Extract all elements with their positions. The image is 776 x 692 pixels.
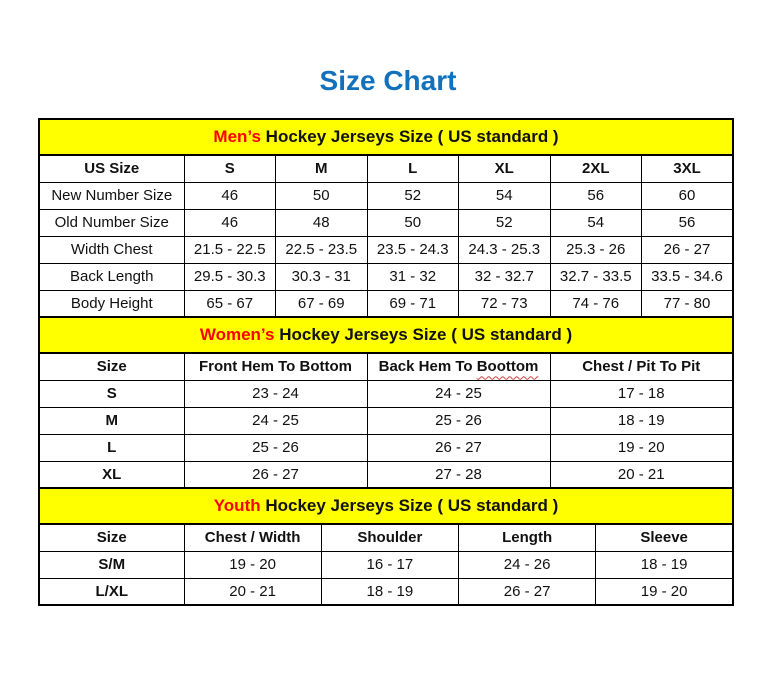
column-header-cell: Size bbox=[39, 353, 184, 380]
mens-section bbox=[38, 118, 734, 318]
value-cell: 74 - 76 bbox=[550, 290, 642, 317]
value-cell: 24 - 25 bbox=[184, 407, 367, 434]
table-row bbox=[39, 461, 733, 488]
row-label-cell: New Number Size bbox=[39, 182, 184, 209]
row-label-cell: M bbox=[39, 407, 184, 434]
value-cell: 50 bbox=[367, 209, 459, 236]
value-cell: 23 - 24 bbox=[184, 380, 367, 407]
column-header-cell: 3XL bbox=[642, 155, 734, 182]
column-header-cell: Chest / Width bbox=[184, 524, 321, 551]
value-cell: 48 bbox=[276, 209, 368, 236]
value-cell: 19 - 20 bbox=[184, 551, 321, 578]
value-cell: 65 - 67 bbox=[184, 290, 276, 317]
page-title: Size Chart bbox=[319, 65, 457, 96]
youth-header-rest: Hockey Jerseys Size ( US standard ) bbox=[260, 496, 559, 515]
table-row bbox=[39, 263, 733, 290]
value-cell: 24.3 - 25.3 bbox=[459, 236, 551, 263]
value-cell: 31 - 32 bbox=[367, 263, 459, 290]
value-cell: 21.5 - 22.5 bbox=[184, 236, 276, 263]
row-label-cell: S/M bbox=[39, 551, 184, 578]
column-header-cell: US Size bbox=[39, 155, 184, 182]
youth-section bbox=[38, 487, 734, 606]
value-cell: 32.7 - 33.5 bbox=[550, 263, 642, 290]
value-cell: 77 - 80 bbox=[642, 290, 734, 317]
value-cell: 29.5 - 30.3 bbox=[184, 263, 276, 290]
table-row bbox=[39, 236, 733, 263]
value-cell: 19 - 20 bbox=[596, 578, 733, 605]
column-header-cell: Back Hem To Boottom bbox=[367, 353, 550, 380]
youth-size-table bbox=[38, 523, 734, 606]
womens-header-rest: Hockey Jerseys Size ( US standard ) bbox=[274, 325, 573, 344]
mens-header-rest: Hockey Jerseys Size ( US standard ) bbox=[260, 127, 559, 146]
column-header-cell: Sleeve bbox=[596, 524, 733, 551]
value-cell: 26 - 27 bbox=[642, 236, 734, 263]
value-cell: 25 - 26 bbox=[184, 434, 367, 461]
column-header-cell: L bbox=[367, 155, 459, 182]
column-header-cell: XL bbox=[459, 155, 551, 182]
value-cell: 22.5 - 23.5 bbox=[276, 236, 368, 263]
value-cell: 56 bbox=[642, 209, 734, 236]
value-cell: 19 - 20 bbox=[550, 434, 733, 461]
value-cell: 72 - 73 bbox=[459, 290, 551, 317]
youth-header-highlight: Youth bbox=[213, 496, 261, 515]
youth-section-header bbox=[38, 487, 734, 525]
value-cell: 26 - 27 bbox=[184, 461, 367, 488]
value-cell: 25.3 - 26 bbox=[550, 236, 642, 263]
value-cell: 60 bbox=[642, 182, 734, 209]
value-cell: 52 bbox=[459, 209, 551, 236]
column-header-row bbox=[39, 155, 733, 182]
column-header-cell: M bbox=[276, 155, 368, 182]
value-cell: 46 bbox=[184, 209, 276, 236]
column-header-cell: Size bbox=[39, 524, 184, 551]
value-cell: 17 - 18 bbox=[550, 380, 733, 407]
table-row bbox=[39, 434, 733, 461]
row-label-cell: Body Height bbox=[39, 290, 184, 317]
value-cell: 50 bbox=[276, 182, 368, 209]
value-cell: 23.5 - 24.3 bbox=[367, 236, 459, 263]
value-cell: 27 - 28 bbox=[367, 461, 550, 488]
value-cell: 20 - 21 bbox=[184, 578, 321, 605]
value-cell: 26 - 27 bbox=[367, 434, 550, 461]
mens-section-header bbox=[38, 118, 734, 156]
value-cell: 30.3 - 31 bbox=[276, 263, 368, 290]
value-cell: 24 - 25 bbox=[367, 380, 550, 407]
value-cell: 18 - 19 bbox=[321, 578, 458, 605]
row-label-cell: S bbox=[39, 380, 184, 407]
row-label-cell: Width Chest bbox=[39, 236, 184, 263]
mens-header-highlight: Men’s bbox=[213, 127, 261, 146]
row-label-cell: XL bbox=[39, 461, 184, 488]
row-label-cell: L/XL bbox=[39, 578, 184, 605]
value-cell: 20 - 21 bbox=[550, 461, 733, 488]
value-cell: 54 bbox=[459, 182, 551, 209]
row-label-cell: Back Length bbox=[39, 263, 184, 290]
value-cell: 67 - 69 bbox=[276, 290, 368, 317]
value-cell: 16 - 17 bbox=[321, 551, 458, 578]
column-header-cell: 2XL bbox=[550, 155, 642, 182]
table-row bbox=[39, 290, 733, 317]
mens-size-table bbox=[38, 154, 734, 318]
value-cell: 54 bbox=[550, 209, 642, 236]
table-row bbox=[39, 209, 733, 236]
womens-section-header bbox=[38, 316, 734, 354]
table-row bbox=[39, 380, 733, 407]
value-cell: 25 - 26 bbox=[367, 407, 550, 434]
column-header-cell: Shoulder bbox=[321, 524, 458, 551]
column-header-cell: Front Hem To Bottom bbox=[184, 353, 367, 380]
womens-size-table bbox=[38, 352, 734, 489]
value-cell: 46 bbox=[184, 182, 276, 209]
column-header-row bbox=[39, 353, 733, 380]
value-cell: 18 - 19 bbox=[550, 407, 733, 434]
value-cell: 24 - 26 bbox=[459, 551, 596, 578]
table-row bbox=[39, 551, 733, 578]
value-cell: 33.5 - 34.6 bbox=[642, 263, 734, 290]
value-cell: 56 bbox=[550, 182, 642, 209]
row-label-cell: L bbox=[39, 434, 184, 461]
value-cell: 32 - 32.7 bbox=[459, 263, 551, 290]
size-chart bbox=[38, 118, 734, 606]
column-header-cell: Length bbox=[459, 524, 596, 551]
table-row bbox=[39, 407, 733, 434]
value-cell: 69 - 71 bbox=[367, 290, 459, 317]
column-header-row bbox=[39, 524, 733, 551]
value-cell: 18 - 19 bbox=[596, 551, 733, 578]
column-header-cell: S bbox=[184, 155, 276, 182]
misspelled-word: Boottom bbox=[476, 358, 539, 376]
table-row bbox=[39, 182, 733, 209]
column-header-cell: Chest / Pit To Pit bbox=[550, 353, 733, 380]
value-cell: 26 - 27 bbox=[459, 578, 596, 605]
womens-section bbox=[38, 316, 734, 489]
table-row bbox=[39, 578, 733, 605]
row-label-cell: Old Number Size bbox=[39, 209, 184, 236]
value-cell: 52 bbox=[367, 182, 459, 209]
womens-header-highlight: Women’s bbox=[199, 325, 275, 344]
